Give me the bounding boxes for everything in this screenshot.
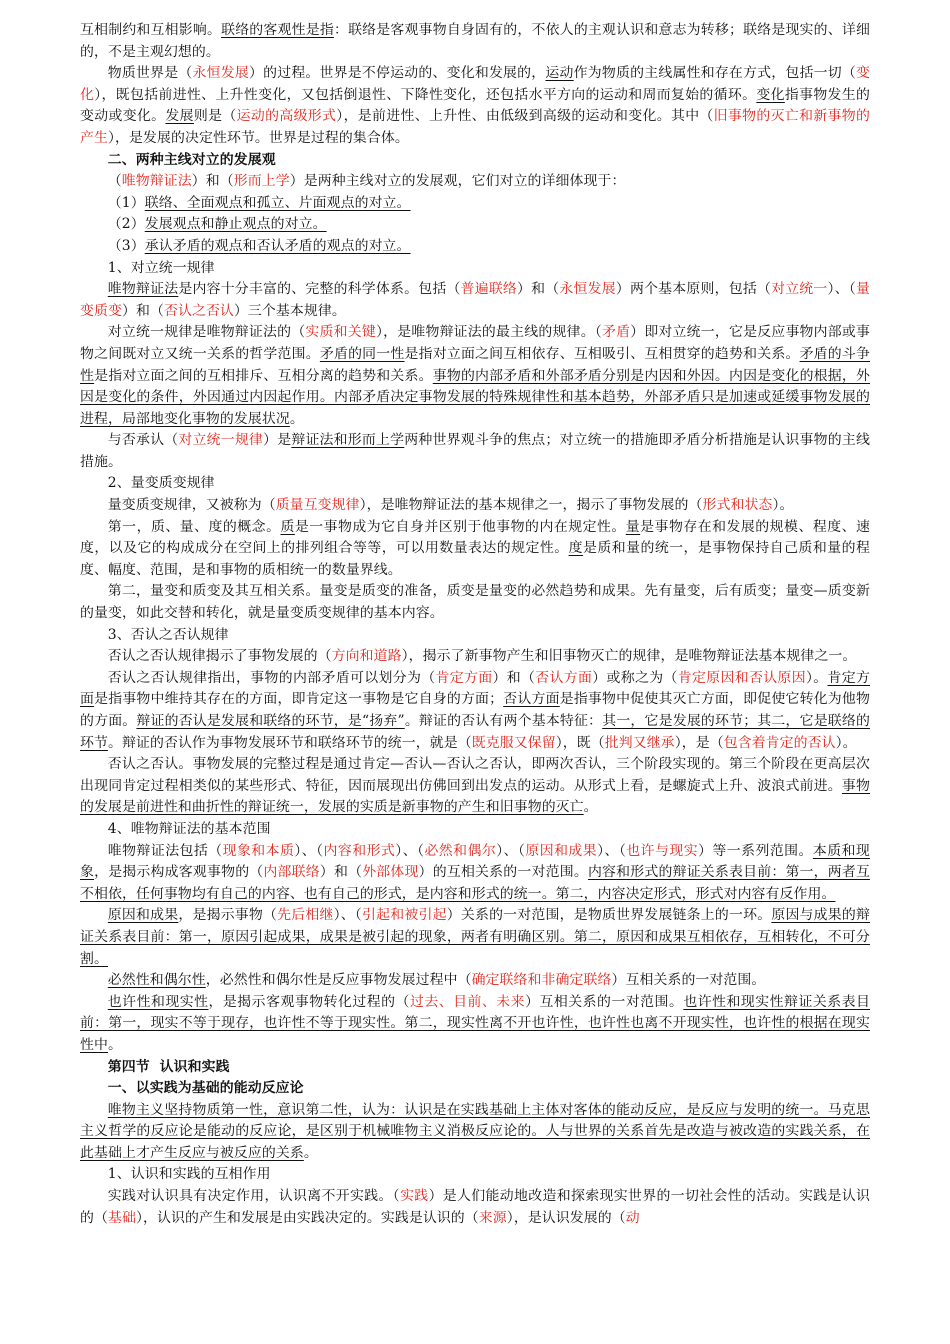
text-run: ），是发展的决定性环节。世界是过程的集合体。 xyxy=(107,129,409,146)
text-run: ）三个基本规律。 xyxy=(233,302,346,319)
text-run: ）。 xyxy=(835,734,857,751)
text-run: 。 xyxy=(303,1144,318,1161)
text-run: 否认之否认。事物发展的完整过程是通过肯定—否认—否认之否认，即两次否认，三个阶段实现的。第三个阶段在更高层次出现同肯定过程相类似的某些形式、特征，因而展现出仿佛回到出发点的运动。从形式上看，是螺旋式上升、波浪式前进。 xyxy=(80,756,870,794)
text-run: ），是唯物辩证法的最主线的规律。（ xyxy=(375,324,602,341)
text-run: ，是揭示事物（ xyxy=(178,907,278,924)
text-run: ：联络是客观事物自身固有的，不依人的主观认识和意志为转移；联络是现实的、详细的，不是主观幻想的。 xyxy=(80,22,870,60)
text-run: ）是 xyxy=(263,432,292,449)
answer-text: 动 xyxy=(625,1209,640,1226)
underlined-text: 矛盾的同一性 xyxy=(319,345,405,362)
text-run: ）和（ xyxy=(517,281,560,298)
underlined-text: 辩证法和形而上学 xyxy=(291,432,405,449)
paragraph xyxy=(80,625,870,647)
text-run: 对立统一规律是唯物辩证法的（ xyxy=(107,324,306,341)
text-run: ）是人们能动地改造和探索现实世界的一切社会性的活动。实践是认识的（ xyxy=(80,1188,870,1226)
underlined-text: 也许性和现实性 xyxy=(107,993,209,1010)
text-run: 是内容十分丰富的、完整的科学体系。包括（ xyxy=(178,281,461,298)
underlined-text: 否认方面 xyxy=(503,691,560,708)
text-run: 是质和量的统一，是事物保持自己质和量的程度、幅度、范围，是和事物的质相统一的数量界线。 xyxy=(80,540,870,578)
text-run: 一、以实践为基础的能动反应论 xyxy=(107,1080,304,1097)
text-run: 第二，量变和质变及其互相关系。量变是质变的准备，质变是量变的必然趋势和成果。先有量变，后有质变；量变—质变新的量变，如此交替和转化，就是量变质变规律的基本内容。 xyxy=(80,583,870,622)
answer-text: 量变质变 xyxy=(80,281,870,319)
text-run: ）等一系列范围。 xyxy=(698,842,813,859)
underlined-text: 变化 xyxy=(756,86,785,103)
text-run: ）的互相关系的一对范围。 xyxy=(418,864,588,881)
text-run: 作为物质的主线属性和存在方式，包括一切（ xyxy=(573,65,856,82)
underlined-text: 联络的客观性是指 xyxy=(221,22,334,38)
underlined-text: 矛盾的斗争性 xyxy=(80,345,870,384)
paragraph xyxy=(80,841,870,906)
text-run: 。 xyxy=(107,1036,122,1053)
text-run: ）两个基本原则，包括（ xyxy=(615,281,772,298)
underlined-text: 事物的发展是前进性和曲折性的辩证统一，发展的实质是新事物的产生和旧事物的灭亡 xyxy=(80,777,871,816)
paragraph xyxy=(80,214,870,236)
text-run: 2、量变质变规律 xyxy=(107,475,215,492)
text-run: 是指对立面之间互相依存、互相吸引、互相贯穿的趋势和关系。 xyxy=(404,345,800,362)
text-run: 指事物发生的变动或变化。 xyxy=(80,86,871,125)
paragraph xyxy=(80,63,870,149)
paragraph xyxy=(80,819,870,841)
paragraph xyxy=(80,754,870,819)
answer-text: 必然和偶尔 xyxy=(424,842,497,859)
text-run: ）、（ xyxy=(597,842,627,859)
text-run: ）互相关系的一对范围。 xyxy=(611,972,766,989)
text-run: ）、（ xyxy=(294,842,324,859)
section-heading xyxy=(80,150,870,172)
text-run: 否认之否认规律指出，事物的内部矛盾可以划分为（ xyxy=(107,669,436,686)
paragraph xyxy=(80,581,870,624)
answer-text: 肯定方面 xyxy=(435,669,493,686)
text-run: ）。 xyxy=(772,497,794,514)
text-run: 1、认识和实践的互相作用 xyxy=(107,1166,271,1183)
paragraph xyxy=(80,430,870,473)
text-run: 第四节 认识和实践 xyxy=(107,1058,230,1075)
text-run: ）。 xyxy=(805,669,828,686)
answer-text: 基础 xyxy=(107,1209,136,1226)
text-run: 3、否认之否认规律 xyxy=(107,626,229,643)
chapter-heading xyxy=(80,1057,870,1079)
text-run: 。辩证的否认有两个基本特征： xyxy=(404,713,603,729)
text-run: ）、（ xyxy=(333,907,363,924)
answer-text: 运动的高级形式 xyxy=(236,108,337,125)
underlined-text: 内容和形式的辩证关系表目前：第一，两者互不相依，任何事物均有自己的内容、也有自己的形式，是内容和形式的统一。第二，内容决定形式，形式对内容有反作用。 xyxy=(80,864,870,902)
text-run: 实践对认识具有决定作用，认识离不开实践。（ xyxy=(107,1188,401,1205)
text-run: 1、对立统一规律 xyxy=(107,259,215,276)
answer-text: 批判又继承 xyxy=(604,734,675,751)
paragraph xyxy=(80,517,870,582)
answer-text: 实质和关键 xyxy=(305,324,376,341)
underlined-text: 发展观点和静止观点的对立。 xyxy=(144,216,327,233)
answer-text: 永恒发展 xyxy=(192,65,249,82)
text-run: ）即对立统一，它是反应事物内部或事物之间既对立又统一关系的哲学范围。 xyxy=(80,324,870,362)
text-run: ）是两种主线对立的发展观，它们对立的详细体现于： xyxy=(289,173,626,190)
text-run: ，是揭示客观事物转化过程的（ xyxy=(208,993,410,1010)
text-run: 。辩证的否认作为事物发展环节和联络环节的统一，就是（ xyxy=(107,734,472,751)
answer-text: 永恒发展 xyxy=(559,281,616,298)
paragraph xyxy=(80,1186,870,1229)
text-run: 第一，质、量、度的概念。 xyxy=(107,518,281,535)
answer-text: 对立统一 xyxy=(771,281,828,298)
paragraph xyxy=(80,970,870,992)
section-heading xyxy=(80,1078,870,1100)
text-run: （1） xyxy=(107,194,145,211)
answer-text: 内容和形式 xyxy=(323,842,396,859)
text-run: 是指事物中促使其灭亡方面，即促使它转化为他物的方面。 xyxy=(80,691,870,729)
text-run: 是事物存在和发展的规模、程度、速度，以及它的构成成分在空间上的排列组合等等，可以用数量表达的规定性。 xyxy=(80,518,870,557)
paragraph xyxy=(80,668,870,754)
underlined-text: 辩证的否认是发展和联络的环节，是“扬弃” xyxy=(136,713,405,729)
underlined-text: 本质和现象 xyxy=(80,842,870,881)
text-run: 量变质变规律，又被称为（ xyxy=(107,497,276,514)
text-run: 唯物辩证法包括（ xyxy=(107,842,223,859)
text-run: ），是（ xyxy=(674,734,724,751)
text-run: 否认之否认规律揭示了事物发展的（ xyxy=(107,648,332,665)
answer-text: 质量互变规律 xyxy=(275,497,360,514)
paragraph xyxy=(80,646,870,668)
text-run: （ xyxy=(107,173,122,190)
text-run: ），既包括前进性、上升性变化，又包括倒退性、下降性变化，还包括水平方向的运动和周而复始的循环。 xyxy=(94,86,757,103)
answer-text: 来源 xyxy=(478,1209,507,1226)
text-run: ）互相关系的一对范围。 xyxy=(525,993,684,1010)
underlined-text: 联络、全面观点和孤立、片面观点的对立。 xyxy=(144,194,411,211)
text-run: 互相制约和互相影响。 xyxy=(80,22,222,38)
text-run: 是指事物中维持其存在的方面，即肯定这一事物是它自身的方面； xyxy=(94,691,504,708)
answer-text: 形而上学 xyxy=(233,173,290,190)
underlined-text: 唯物辩证法 xyxy=(107,281,179,298)
underlined-text: 唯物主义坚持物质第一性，意识第二性，认为：认识是在实践基础上主体对客体的能动反应，是反应与发明的统一。马克思主义哲学的反应论是能动的反应论，是区别于机械唯物主义消极反应论的。人与世界的关系首先是改造与被改造的实践关系，在此基础上才产生反应与被反应的关系 xyxy=(80,1101,870,1161)
text-run: 是一事物成为它自身并区别于他事物的内在规定性。 xyxy=(294,518,626,535)
text-run: ）或称之为（ xyxy=(592,669,678,686)
text-run: ）的过程。世界是不停运动的、变化和发展的， xyxy=(248,65,546,82)
underlined-text: 质 xyxy=(280,518,295,535)
text-run: ），揭示了新事物产生和旧事物灭亡的规律，是唯物辩证法基本规律之一。 xyxy=(401,648,857,665)
paragraph xyxy=(80,258,870,280)
text-run: ），是唯物辩证法的基本规律之一，揭示了事物发展的（ xyxy=(359,497,703,514)
text-run: ），认识的产生和发展是由实践决定的。实践是认识的（ xyxy=(135,1209,479,1226)
text-run: 。 xyxy=(289,410,304,427)
underlined-text: 其一，它是发展的环节；其二，它是联络的环节 xyxy=(80,713,870,751)
underlined-text: 必然性和偶尔性 xyxy=(107,972,206,989)
paragraph xyxy=(80,322,870,430)
underlined-text: 度 xyxy=(568,540,583,557)
answer-text: 旧事物的灭亡和新事物的产生 xyxy=(80,108,871,146)
text-run: （2） xyxy=(107,216,145,233)
text-run: ）、（ xyxy=(827,281,856,298)
underlined-text: 发展 xyxy=(165,108,194,125)
answer-text: 唯物辩证法 xyxy=(121,173,192,190)
paragraph xyxy=(80,279,870,322)
text-run: 4、唯物辩证法的基本范围 xyxy=(107,820,271,837)
paragraph xyxy=(80,473,870,495)
text-run: ，是揭示构成客观事物的（ xyxy=(94,864,264,881)
underlined-text: 肯定方面 xyxy=(80,669,870,708)
answer-text: 肯定原因和否认原因 xyxy=(677,669,806,686)
answer-text: 确定联络和非确定联络 xyxy=(471,972,612,989)
text-run: 是指对立面之间的互相排斥、互相分离的趋势和关系。 xyxy=(94,367,433,384)
paragraph xyxy=(80,495,870,517)
paragraph xyxy=(80,193,870,215)
answer-text: 否认方面 xyxy=(535,669,593,686)
answer-text: 既克服又保留 xyxy=(471,734,556,751)
paragraph xyxy=(80,905,870,970)
text-run: ）和（ xyxy=(319,864,363,881)
text-run: ）、（ xyxy=(395,842,425,859)
text-run: ），既（ xyxy=(555,734,605,751)
paragraph xyxy=(80,1164,870,1186)
paragraph xyxy=(80,20,870,63)
underlined-text: 运动 xyxy=(545,65,574,82)
underlined-text: 原因和成果 xyxy=(107,907,179,924)
answer-text: 原因和成果 xyxy=(525,842,598,859)
underlined-text: 原因与成果的辩证关系表目前：第一，原因引起成果，成果是被引起的现象，两者有明确区别。第二，原因和成果互相依存，互相转化，不可分割。 xyxy=(80,907,870,967)
text-run: ），是前进性、上升性、由低级到高级的运动和变化。其中（ xyxy=(336,108,714,125)
answer-text: 也许与现实 xyxy=(626,842,699,859)
text-run: ）和（ xyxy=(191,173,234,190)
answer-text: 过去、目前、未来 xyxy=(409,993,526,1010)
underlined-text: 量 xyxy=(625,518,641,535)
answer-text: 方向和道路 xyxy=(331,648,402,665)
underlined-text: 事物的内部矛盾和外部矛盾分别是内因和外因。内因是变化的根据，外因是变化的条件，外因通过内因起作用。内部矛盾决定事物发展的特殊规律性和基本趋势，外部矛盾只是加速或延缓事物发展的进程，局部地变化事物的发展状况 xyxy=(80,367,870,427)
underlined-text: 也许性和现实性辩证关系表目前：第一，现实不等于现存，也许性不等于现实性。第二，现实性离不开也许性，也许性也离不开现实性，也许性的根据在现实性中 xyxy=(80,993,870,1053)
answer-text: 对立统一规律 xyxy=(178,432,264,449)
text-run: ）和（ xyxy=(121,302,164,319)
answer-text: 矛盾 xyxy=(601,324,631,341)
text-run: ）、（ xyxy=(496,842,526,859)
answer-text: 现象和本质 xyxy=(222,842,295,859)
text-run: ，必然性和偶尔性是反应事物发展过程中（ xyxy=(205,972,472,989)
answer-text: 否认之否认 xyxy=(163,302,234,319)
answer-text: 实践 xyxy=(400,1188,429,1205)
text-run: 二、两种主线对立的发展观 xyxy=(107,151,276,168)
text-run: 。 xyxy=(583,799,598,816)
text-run: （3） xyxy=(107,237,145,254)
answer-text: 普遍联络 xyxy=(460,281,518,298)
answer-text: 包含着肯定的否认 xyxy=(723,734,836,751)
answer-text: 形式和状态 xyxy=(702,497,773,514)
paragraph xyxy=(80,992,870,1057)
text-run: ）和（ xyxy=(492,669,536,686)
answer-text: 内部联络 xyxy=(263,864,320,881)
underlined-text: 承认矛盾的观点和否认矛盾的观点的对立。 xyxy=(144,237,411,254)
paragraph xyxy=(80,1100,870,1165)
text-run: 物质世界是（ xyxy=(107,65,193,82)
text-run: ），是认识发展的（ xyxy=(506,1209,626,1226)
text-run: 与否承认（ xyxy=(107,432,179,449)
text-run: ）关系的一对范围，是物质世界发展链条上的一环。 xyxy=(446,907,772,924)
paragraph xyxy=(80,171,870,193)
answer-text: 外部体现 xyxy=(362,864,419,881)
answer-text: 先后相继 xyxy=(277,907,334,924)
answer-text: 变化 xyxy=(80,65,870,103)
paragraph xyxy=(80,236,870,258)
text-run: 则是（ xyxy=(193,108,237,125)
text-run: 两种世界观斗争的焦点；对立统一的措施即矛盾分析措施是认识事物的主线措施。 xyxy=(80,432,870,470)
answer-text: 引起和被引起 xyxy=(362,907,447,924)
